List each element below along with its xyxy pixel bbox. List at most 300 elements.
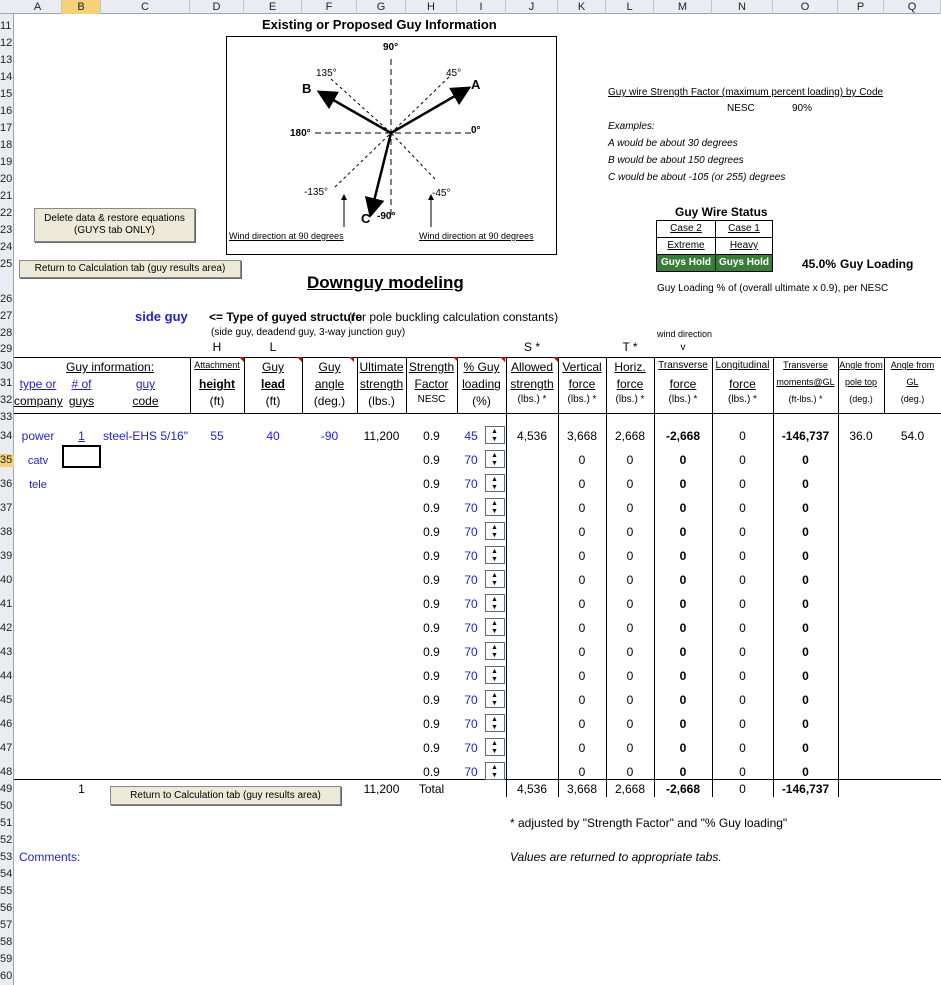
header-col-n-line1: Longitudinal — [715, 360, 770, 371]
column-header-h[interactable]: H — [406, 0, 457, 14]
row-header-39[interactable]: 39 — [0, 550, 13, 562]
label-90: 90° — [383, 42, 399, 53]
spinner-down-icon[interactable]: ▼ — [491, 748, 498, 755]
comment-indicator-strength — [453, 357, 458, 362]
spinner-down-icon[interactable]: ▼ — [491, 532, 498, 539]
column-header-m[interactable]: M — [654, 0, 712, 14]
row1-lead[interactable]: 40 — [266, 429, 280, 443]
strength-value: 90% — [792, 103, 813, 114]
row-header-19[interactable]: 19 — [0, 156, 13, 168]
header-col-p-line3: (deg.) — [849, 394, 873, 404]
column-header-p[interactable]: P — [838, 0, 884, 14]
row1-vertical: 3,668 — [566, 429, 598, 443]
column-header-d[interactable]: D — [190, 0, 244, 14]
column-header-i[interactable]: I — [457, 0, 506, 14]
wind-direction-right: Wind direction at 90 degrees — [419, 231, 534, 241]
row-header-53[interactable]: 53 — [0, 851, 13, 863]
downguy-modeling-title: Downguy modeling — [307, 273, 464, 292]
spinner-up-icon[interactable]: ▲ — [491, 548, 498, 555]
header-col-q-line1: Angle from — [890, 360, 935, 370]
comment-indicator-allowed — [553, 357, 558, 362]
row1-allowed: 4,536 — [516, 429, 548, 443]
header-col-k-line1: Vertical — [562, 360, 602, 374]
row-longitudinal: 0 — [739, 549, 746, 563]
row-transverse: 0 — [679, 669, 687, 683]
column-header-a[interactable]: A — [14, 0, 62, 14]
row-longitudinal: 0 — [739, 477, 746, 491]
row-loading[interactable]: 70 — [464, 765, 478, 779]
header-col-p-line1: Angle from — [839, 360, 883, 370]
row-vertical: 0 — [578, 669, 586, 683]
row-loading[interactable]: 70 — [464, 501, 478, 515]
row-horiz: 0 — [626, 477, 634, 491]
spinner-down-icon[interactable]: ▼ — [491, 460, 498, 467]
row-vertical: 0 — [578, 477, 586, 491]
loading-spinner[interactable] — [485, 498, 505, 516]
spinner-up-icon[interactable]: ▲ — [491, 716, 498, 723]
row-header-32[interactable]: 32 — [0, 394, 13, 406]
spinner-up-icon[interactable]: ▲ — [491, 740, 498, 747]
row-header-54[interactable]: 54 — [0, 868, 13, 880]
row-horiz: 0 — [626, 621, 634, 635]
row-header-13[interactable]: 13 — [0, 54, 13, 66]
header-col-q-line2: GL — [906, 377, 919, 387]
column-header-e[interactable]: E — [244, 0, 302, 14]
label-minus-45: -45° — [432, 188, 451, 199]
row-header-41[interactable]: 41 — [0, 598, 13, 610]
spinner-up-icon[interactable]: ▲ — [491, 764, 498, 771]
row-header-42[interactable]: 42 — [0, 622, 13, 634]
row-loading[interactable]: 70 — [464, 741, 478, 755]
row1-ultimate: 11,200 — [363, 429, 400, 443]
row-header-17[interactable]: 17 — [0, 122, 13, 134]
row-moments: 0 — [802, 501, 809, 515]
total-allowed: 4,536 — [516, 782, 548, 796]
row-moments: 0 — [802, 765, 809, 779]
row-factor: 0.9 — [423, 525, 440, 539]
letter-h: H — [212, 340, 222, 354]
spinner-down-icon[interactable]: ▼ — [491, 580, 498, 587]
row-moments: 0 — [802, 477, 809, 491]
column-header-q[interactable]: Q — [884, 0, 941, 14]
structure-type-value[interactable]: side guy — [135, 309, 188, 324]
strength-code: NESC — [727, 103, 755, 114]
header-col-e-line1: Guy — [261, 360, 284, 374]
row-longitudinal: 0 — [739, 741, 746, 755]
total-longitudinal: 0 — [739, 782, 746, 796]
spinner-down-icon[interactable]: ▼ — [491, 676, 498, 683]
header-col-d-line3: (ft) — [209, 394, 225, 408]
row-factor: 0.9 — [423, 477, 440, 491]
header-col-l-line1: Horiz. — [614, 360, 646, 374]
row-longitudinal: 0 — [739, 573, 746, 587]
label-45: 45° — [446, 68, 462, 79]
row-loading[interactable]: 70 — [464, 453, 478, 467]
spinner-up-icon[interactable]: ▲ — [491, 644, 498, 651]
row-header-44[interactable]: 44 — [0, 670, 13, 682]
header-col-i-line1: % Guy — [463, 360, 500, 374]
row-vertical: 0 — [578, 453, 586, 467]
guy-direction-diagram — [226, 36, 557, 255]
row-horiz: 0 — [626, 525, 634, 539]
row-longitudinal: 0 — [739, 765, 746, 779]
row-factor: 0.9 — [423, 573, 440, 587]
header-col-c-line3: code — [132, 394, 159, 408]
row-header-60[interactable]: 60 — [0, 970, 13, 982]
header-col-o-line1: Transverse — [783, 360, 828, 370]
example-c: C would be about -105 (or 255) degrees — [608, 172, 786, 183]
row-header-58[interactable]: 58 — [0, 936, 13, 948]
row-loading[interactable]: 70 — [464, 525, 478, 539]
row-horiz: 0 — [626, 669, 634, 683]
column-header-n[interactable]: N — [712, 0, 773, 14]
spinner-down-icon[interactable]: ▼ — [491, 436, 498, 443]
row-header-57[interactable]: 57 — [0, 919, 13, 931]
loading-spinner[interactable] — [485, 546, 505, 564]
loading-spinner[interactable] — [485, 714, 505, 732]
row-horiz: 0 — [626, 501, 634, 515]
row-moments: 0 — [802, 717, 809, 731]
examples-label: Examples: — [608, 121, 655, 132]
letter-v: v — [680, 342, 686, 353]
spinner-up-icon[interactable]: ▲ — [491, 524, 498, 531]
row1-height[interactable]: 55 — [210, 429, 224, 443]
header-col-q-line3: (deg.) — [900, 394, 925, 404]
header-col-i-line2: loading — [462, 377, 501, 391]
row-header-21[interactable]: 21 — [0, 190, 13, 202]
guy-loading-note: Guy Loading % of (overall ultimate x 0.9), per NESC — [657, 283, 889, 294]
header-col-k-line2: force — [568, 377, 596, 391]
body-divider — [773, 414, 774, 797]
row-loading[interactable]: 70 — [464, 693, 478, 707]
loading-spinner[interactable] — [485, 570, 505, 588]
header-col-d-line2: height — [199, 377, 235, 391]
label-minus-90: -90° — [377, 211, 396, 222]
spinner-up-icon[interactable]: ▲ — [491, 692, 498, 699]
row-horiz: 0 — [626, 597, 634, 611]
row1-guys[interactable]: 1 — [78, 429, 85, 443]
body-divider — [558, 414, 559, 797]
row-horiz: 0 — [626, 765, 634, 779]
comment-indicator-lead — [297, 357, 302, 362]
return-calculation-button-bottom[interactable]: Return to Calculation tab (guy results area) — [110, 786, 341, 805]
header-col-h-line1: Strength — [408, 360, 455, 374]
header-col-h-line3: NESC — [417, 394, 446, 405]
row1-angle-top: 36.0 — [849, 429, 873, 443]
spinner-down-icon[interactable]: ▼ — [491, 508, 498, 515]
body-divider — [712, 414, 713, 797]
row-header-29[interactable]: 29 — [0, 343, 13, 355]
header-col-c-line2: guy — [135, 377, 156, 391]
row-header-30[interactable]: 30 — [0, 360, 13, 372]
column-header-g[interactable]: G — [357, 0, 406, 14]
row-transverse: 0 — [679, 549, 687, 563]
body-divider — [654, 414, 655, 797]
label-0: 0° — [471, 125, 481, 136]
spinner-down-icon[interactable]: ▼ — [491, 652, 498, 659]
loading-spinner[interactable] — [485, 474, 505, 492]
row-vertical: 0 — [578, 573, 586, 587]
loading-spinner[interactable] — [485, 522, 505, 540]
guy-wire-status-title: Guy Wire Status — [675, 205, 768, 219]
spinner-down-icon[interactable]: ▼ — [491, 484, 498, 491]
row-header-34[interactable]: 34 — [0, 430, 13, 442]
header-col-g-line3: (lbs.) — [368, 394, 395, 408]
row-moments: 0 — [802, 597, 809, 611]
body-divider — [606, 414, 607, 797]
row-company-catv[interactable]: catv — [27, 455, 49, 467]
row-factor: 0.9 — [423, 621, 440, 635]
row-header-56[interactable]: 56 — [0, 902, 13, 914]
spinner-up-icon[interactable]: ▲ — [491, 620, 498, 627]
header-col-m-line1: Transverse — [658, 360, 708, 371]
spinner-up-icon[interactable]: ▲ — [491, 476, 498, 483]
row-factor: 0.9 — [423, 717, 440, 731]
row-header-15[interactable]: 15 — [0, 88, 13, 100]
row-loading[interactable]: 70 — [464, 717, 478, 731]
header-col-f-line1: Guy — [318, 360, 341, 374]
row-longitudinal: 0 — [739, 645, 746, 659]
status-guys-hold-case2: Guys Hold — [656, 254, 716, 272]
row-transverse: 0 — [679, 693, 687, 707]
row-factor: 0.9 — [423, 549, 440, 563]
row-header-48[interactable]: 48 — [0, 766, 13, 778]
row-header-23[interactable]: 23 — [0, 224, 13, 236]
example-a: A would be about 30 degrees — [608, 138, 738, 149]
row-loading[interactable]: 70 — [464, 597, 478, 611]
row-moments: 0 — [802, 525, 809, 539]
row-transverse: 0 — [679, 477, 687, 491]
selected-cell-b35[interactable] — [62, 445, 101, 468]
status-case1: Case 1 — [715, 220, 773, 238]
column-header-b[interactable]: B — [62, 0, 101, 14]
row-header-49[interactable]: 49 — [0, 783, 13, 795]
row-transverse: 0 — [679, 645, 687, 659]
delete-restore-button[interactable]: Delete data & restore equations (GUYS tab ONLY) — [34, 208, 195, 242]
row-transverse: 0 — [679, 453, 687, 467]
row1-angle[interactable]: -90 — [320, 429, 339, 443]
column-header-k[interactable]: K — [558, 0, 606, 14]
total-ultimate: 11,200 — [363, 782, 400, 796]
loading-spinner[interactable] — [485, 738, 505, 756]
wind-direction-left: Wind direction at 90 degrees — [229, 231, 344, 241]
row-loading[interactable]: 70 — [464, 621, 478, 635]
status-heavy: Heavy — [715, 237, 773, 255]
row-factor: 0.9 — [423, 453, 440, 467]
spinner-down-icon[interactable]: ▼ — [491, 556, 498, 563]
header-col-k-line3: (lbs.) * — [567, 394, 597, 405]
spinner-down-icon[interactable]: ▼ — [491, 772, 498, 779]
header-col-m-line3: (lbs.) * — [668, 394, 698, 405]
wind-direction-label: wind direction — [657, 329, 713, 339]
row-header-31[interactable]: 31 — [0, 377, 13, 389]
totals-top-border — [14, 779, 941, 780]
loading-spinner[interactable] — [485, 618, 505, 636]
spinner-up-icon[interactable]: ▲ — [491, 452, 498, 459]
row-vertical: 0 — [578, 501, 586, 515]
row1-longitudinal: 0 — [739, 429, 746, 443]
header-bottom-border — [14, 413, 941, 414]
spinner-up-icon[interactable]: ▲ — [491, 572, 498, 579]
header-col-f-line2: angle — [314, 377, 345, 391]
column-header-f[interactable]: F — [302, 0, 357, 14]
loading-spinner[interactable] — [485, 642, 505, 660]
total-vertical: 3,668 — [566, 782, 598, 796]
body-divider — [506, 414, 507, 797]
header-col-j-line1: Allowed — [510, 360, 554, 374]
row1-company[interactable]: power — [21, 429, 55, 443]
row-header-51[interactable]: 51 — [0, 817, 13, 829]
row-header-25[interactable]: 25 — [0, 258, 13, 270]
row-header-35[interactable]: 35 — [0, 454, 13, 466]
total-label: Total — [418, 782, 445, 796]
row-longitudinal: 0 — [739, 597, 746, 611]
row-header-37[interactable]: 37 — [0, 502, 13, 514]
header-col-g-line1: Ultimate — [359, 360, 404, 374]
row-transverse: 0 — [679, 765, 687, 779]
row-transverse: 0 — [679, 741, 687, 755]
row-header-43[interactable]: 43 — [0, 646, 13, 658]
header-top-border — [14, 357, 941, 358]
column-header-l[interactable]: L — [606, 0, 654, 14]
row-transverse: 0 — [679, 573, 687, 587]
row-vertical: 0 — [578, 765, 586, 779]
row-header-14[interactable]: 14 — [0, 71, 13, 83]
status-extreme: Extreme — [656, 237, 716, 255]
column-header-o[interactable]: O — [773, 0, 838, 14]
header-col-n-line3: (lbs.) * — [728, 394, 757, 405]
row-header-16[interactable]: 16 — [0, 105, 13, 117]
row-header-55[interactable]: 55 — [0, 885, 13, 897]
loading-spinner[interactable] — [485, 666, 505, 684]
row-header-45[interactable]: 45 — [0, 694, 13, 706]
row-moments: 0 — [802, 621, 809, 635]
spinner-down-icon[interactable]: ▼ — [491, 628, 498, 635]
guy-a-arrow — [391, 89, 467, 133]
row1-loading[interactable]: 45 — [464, 429, 478, 443]
row1-moments: -146,737 — [781, 429, 830, 443]
return-calculation-button-top[interactable]: Return to Calculation tab (guy results area) — [19, 260, 241, 278]
spinner-up-icon[interactable]: ▲ — [491, 428, 498, 435]
row-factor: 0.9 — [423, 765, 440, 779]
row-vertical: 0 — [578, 717, 586, 731]
header-col-b-line2: # of — [71, 377, 92, 391]
row-loading[interactable]: 70 — [464, 669, 478, 683]
row-header-59[interactable]: 59 — [0, 953, 13, 965]
row-header-28[interactable]: 28 — [0, 327, 13, 339]
loading-spinner[interactable] — [485, 594, 505, 612]
loading-spinner[interactable] — [485, 690, 505, 708]
row-header-11[interactable]: 11 — [0, 20, 12, 32]
label-135: 135° — [316, 68, 337, 79]
loading-spinner[interactable] — [485, 450, 505, 468]
row-moments: 0 — [802, 573, 809, 587]
row-header-33[interactable]: 33 — [0, 411, 13, 423]
row-horiz: 0 — [626, 549, 634, 563]
row-factor: 0.9 — [423, 693, 440, 707]
header-col-o-line2: moments@GL — [776, 377, 835, 387]
row-header-50[interactable]: 50 — [0, 800, 13, 812]
spinner-down-icon[interactable]: ▼ — [491, 700, 498, 707]
row-factor: 0.9 — [423, 645, 440, 659]
row-header-22[interactable]: 22 — [0, 207, 13, 219]
loading-spinner[interactable] — [485, 426, 505, 444]
row-moments: 0 — [802, 549, 809, 563]
row-loading[interactable]: 70 — [464, 549, 478, 563]
row-loading[interactable]: 70 — [464, 573, 478, 587]
row-vertical: 0 — [578, 549, 586, 563]
row-longitudinal: 0 — [739, 525, 746, 539]
spinner-up-icon[interactable]: ▲ — [491, 668, 498, 675]
column-header-j[interactable]: J — [506, 0, 558, 14]
structure-type-note: (for pole buckling calculation constants) — [348, 310, 559, 324]
row-header-38[interactable]: 38 — [0, 526, 13, 538]
row-header-36[interactable]: 36 — [0, 478, 13, 490]
row-factor: 0.9 — [423, 597, 440, 611]
row-longitudinal: 0 — [739, 693, 746, 707]
row1-guy-code[interactable]: steel-EHS 5/16" — [103, 429, 188, 443]
footnote-adjusted: * adjusted by "Strength Factor" and "% Guy loading" — [510, 816, 788, 830]
label-a: A — [471, 77, 481, 92]
row-header-12[interactable]: 12 — [0, 37, 13, 49]
comment-indicator-loading — [500, 357, 505, 362]
header-col-j-line2: strength — [510, 377, 554, 391]
row-header-26[interactable]: 26 — [0, 293, 13, 305]
row-header-18[interactable]: 18 — [0, 139, 13, 151]
spinner-up-icon[interactable]: ▲ — [491, 596, 498, 603]
total-horiz: 2,668 — [614, 782, 646, 796]
label-c: C — [361, 211, 371, 226]
row1-transverse: -2,668 — [665, 429, 701, 443]
row-horiz: 0 — [626, 573, 634, 587]
row-header-52[interactable]: 52 — [0, 834, 13, 846]
row-header-47[interactable]: 47 — [0, 742, 13, 754]
row-vertical: 0 — [578, 693, 586, 707]
letter-l: L — [269, 340, 277, 354]
spinner-down-icon[interactable]: ▼ — [491, 724, 498, 731]
header-col-n-line2: force — [729, 377, 756, 391]
letter-s: S * — [523, 340, 540, 354]
row-moments: 0 — [802, 669, 809, 683]
column-header-c[interactable]: C — [101, 0, 190, 14]
row-horiz: 0 — [626, 693, 634, 707]
comments-label: Comments: — [19, 850, 81, 864]
header-col-f-line3: (deg.) — [313, 394, 346, 408]
header-col-e-line3: (ft) — [265, 394, 281, 408]
row-company-tele[interactable]: tele — [29, 479, 47, 491]
row-longitudinal: 0 — [739, 669, 746, 683]
row-moments: 0 — [802, 453, 809, 467]
header-col-o-line3: (ft-lbs.) * — [788, 394, 823, 404]
row-header-46[interactable]: 46 — [0, 718, 13, 730]
header-col-b-line3: guys — [68, 394, 95, 408]
total-transverse: -2,668 — [665, 782, 701, 796]
row-header-24[interactable]: 24 — [0, 241, 13, 253]
spinner-up-icon[interactable]: ▲ — [491, 500, 498, 507]
row-loading[interactable]: 70 — [464, 645, 478, 659]
row-loading[interactable]: 70 — [464, 477, 478, 491]
total-guys: 1 — [78, 782, 85, 796]
row-header-20[interactable]: 20 — [0, 173, 13, 185]
row-header-27[interactable]: 27 — [0, 310, 13, 322]
status-case2: Case 2 — [656, 220, 716, 238]
row1-angle-gl: 54.0 — [900, 429, 925, 443]
loading-spinner[interactable] — [485, 762, 505, 780]
row-header-40[interactable]: 40 — [0, 574, 13, 586]
row-transverse: 0 — [679, 597, 687, 611]
row-transverse: 0 — [679, 501, 687, 515]
spinner-down-icon[interactable]: ▼ — [491, 604, 498, 611]
